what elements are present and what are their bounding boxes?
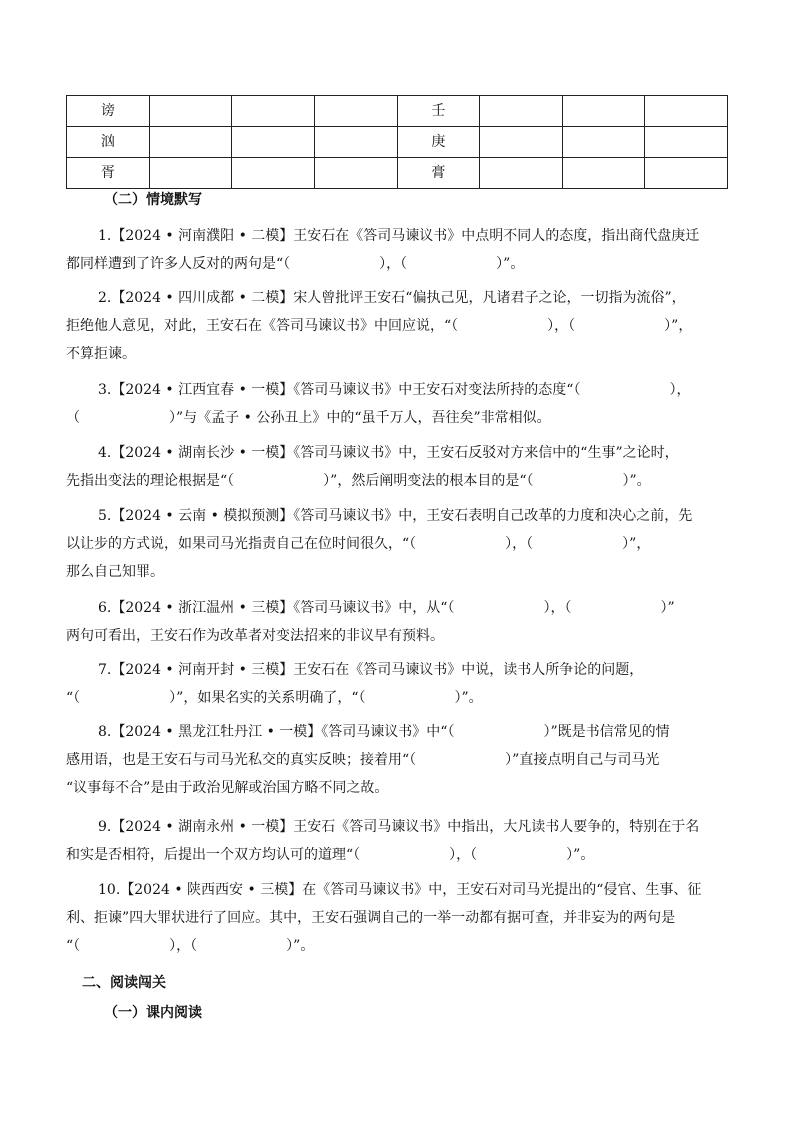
question-6 [66,594,730,650]
question-line: 8.【2024 • 黑龙江牡丹江 • 一模】《答司马谏议书》中“（ ）”既是书信常见的情 [98,724,670,740]
question-line: 先指出变法的理论根据是“（ ）”，然后阐明变法的根本目的是“（ ）”。 [66,473,651,489]
question-line: 以让步的方式说，如果司马光指责自己在位时间很久，“（ ），（ ）”， [66,536,651,552]
table-cell-char: 壬 [397,96,480,127]
question-line: 4.【2024 • 湖南长沙 • 一模】《答司马谏议书》中，王安石反驳对方来信中的“生事”之论时， [98,445,679,461]
question-line: 感用语，也是王安石与司马光私交的真实反映；接着用“（ ）”直接点明自己与司马光 [66,752,660,768]
table-cell-char: 胥 [67,158,150,189]
question-line: 利、拒谏”四大罪状进行了回应。其中，王安石强调自己的一举一动都有据可查，并非妄为的两句是 [66,910,676,926]
table-cell-blank[interactable] [232,96,315,127]
section-heading: （二）情境默写 [104,192,202,208]
table-cell-blank[interactable] [562,158,645,189]
question-line: 拒绝他人意见，对此，王安石在《答司马谏议书》中回应说，“（ ），（ ）”， [66,318,693,334]
question-5 [66,502,730,586]
table-cell-blank[interactable] [480,96,563,127]
table-cell-blank[interactable] [232,127,315,158]
table-cell-blank[interactable] [149,158,232,189]
question-line: 5.【2024 • 云南 • 模拟预测】《答司马谏议书》中，王安石表明自己改革的力度和决心之前，先 [98,508,693,524]
question-7 [66,656,730,712]
question-line: （ ）”与《孟子 • 公孙丑上》中的“虽千万人，吾往矣”非常相似。 [66,410,551,426]
question-line: “议事每不合”是由于政治见解或治国方略不同之故。 [66,780,389,796]
table-row [67,127,728,158]
question-line: 9.【2024 • 湖南永州 • 一模】王安石《答司马谏议书》中指出，大凡读书人要争的，特别在于名 [98,819,700,835]
question-line: 2.【2024 • 四川成都 • 二模】宋人曾批评王安石“偏执己见，凡诸君子之论，一切指为流俗”， [98,290,686,306]
table-cell-blank[interactable] [149,96,232,127]
part-two-subheading: （一）课内阅读 [104,1005,202,1021]
question-2 [66,284,730,368]
table-cell-blank[interactable] [480,127,563,158]
table-cell-char: 谤 [67,96,150,127]
table-cell-blank[interactable] [314,96,397,127]
question-line: 那么自己知罪。 [66,564,164,580]
table-row [67,158,728,189]
table-cell-blank[interactable] [645,127,728,158]
question-9 [66,813,730,869]
table-cell-blank[interactable] [562,127,645,158]
table-cell-char: 膏 [397,158,480,189]
question-3 [66,376,730,432]
question-8 [66,718,730,802]
question-line: 7.【2024 • 河南开封 • 三模】王安石在《答司马谏议书》中说，读书人所争论的问题， [98,662,644,678]
table-cell-blank[interactable] [562,96,645,127]
table-cell-blank[interactable] [645,96,728,127]
question-line: 和实是否相符，后提出一个双方均认可的道理“（ ），（ ）”。 [66,847,595,863]
table-row [67,96,728,127]
question-10 [66,876,730,960]
question-line: 都同样遭到了许多人反对的两句是“（ ），（ ）”。 [66,256,525,272]
question-line: 6.【2024 • 浙江温州 • 三模】《答司马谏议书》中，从“（ ），（ ）” [98,600,675,616]
question-1 [66,222,730,278]
table-cell-blank[interactable] [232,158,315,189]
table-cell-blank[interactable] [149,127,232,158]
table-cell-blank[interactable] [480,158,563,189]
table-cell-char: 汹 [67,127,150,158]
question-line: “（ ）”，如果名实的关系明确了，“（ ）”。 [66,690,483,706]
question-line: 两句可看出，王安石作为改革者对变法招来的非议早有预料。 [66,628,444,644]
table-cell-char: 庚 [397,127,480,158]
question-line: 1.【2024 • 河南濮阳 • 二模】王安石在《答司马谏议书》中点明不同人的态度，指出商代盘庚迁 [98,228,700,244]
question-line: 10.【2024 • 陕西西安 • 三模】在《答司马谏议书》中，王安石对司马光提出的“侵官、生事、征 [98,882,702,898]
question-line: 不算拒谏。 [66,346,136,362]
table-cell-blank[interactable] [314,158,397,189]
question-line: “（ ），（ ）”。 [66,938,315,954]
part-two-heading: 二、阅读闯关 [82,975,166,991]
table-cell-blank[interactable] [645,158,728,189]
character-table [66,95,728,189]
table-cell-blank[interactable] [314,127,397,158]
question-4 [66,439,730,495]
question-line: 3.【2024 • 江西宜春 • 一模】《答司马谏议书》中王安石对变法所持的态度“（ ）， [98,382,691,398]
